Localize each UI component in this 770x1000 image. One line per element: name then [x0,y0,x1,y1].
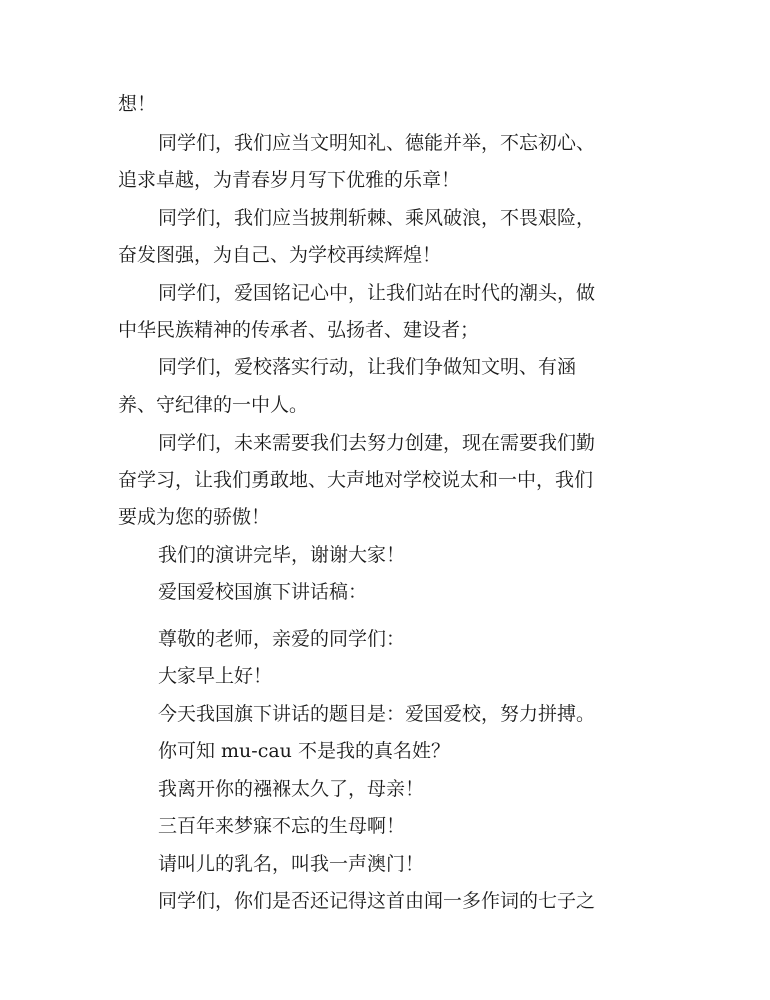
text-line: 同学们，爱校落实行动，让我们争做知文明、有涵 [158,356,577,378]
poem-line: 请叫儿的乳名，叫我一声澳门！ [158,853,425,875]
text-line: 要成为您的骄傲！ [118,506,271,528]
text-line: 今天我国旗下讲话的题目是：爱国爱校，努力拼搏。 [158,703,596,725]
text-line: 中华民族精神的传承者、弘扬者、建设者； [118,319,480,341]
text-line: 同学们，未来需要我们去努力创建，现在需要我们勤 [158,432,596,454]
text-line: 养、守纪律的一中人。 [118,394,309,416]
poem-line: 三百年来梦寐不忘的生母啊！ [158,815,406,837]
text-line: 同学们，你们是否还记得这首由闻一多作词的七子之 [158,890,596,912]
text-line: 想！ [118,93,157,115]
text-line: 追求卓越，为青春岁月写下优雅的乐章！ [118,169,461,191]
text-line: 同学们，爱国铭记心中，让我们站在时代的潮头，做 [158,282,596,304]
text-line: 同学们，我们应当文明知礼、德能并举，不忘初心、 [158,132,596,154]
text-line: 我们的演讲完毕，谢谢大家！ [158,544,406,566]
poem-line: 我离开你的襁褓太久了，母亲！ [158,778,425,800]
salutation: 尊敬的老师，亲爱的同学们： [158,628,406,650]
text-line: 大家早上好！ [158,665,273,687]
text-line: 同学们，我们应当披荆斩棘、乘风破浪，不畏艰险， [158,207,596,229]
text-line: 奋学习，让我们勇敢地、大声地对学校说太和一中，我们 [118,469,594,491]
text-line: 奋发图强，为自己、为学校再续辉煌！ [118,244,442,266]
section-heading: 爱国爱校国旗下讲话稿： [158,581,368,603]
poem-line: 你可知 mu-cau 不是我的真名姓？ [158,740,450,762]
